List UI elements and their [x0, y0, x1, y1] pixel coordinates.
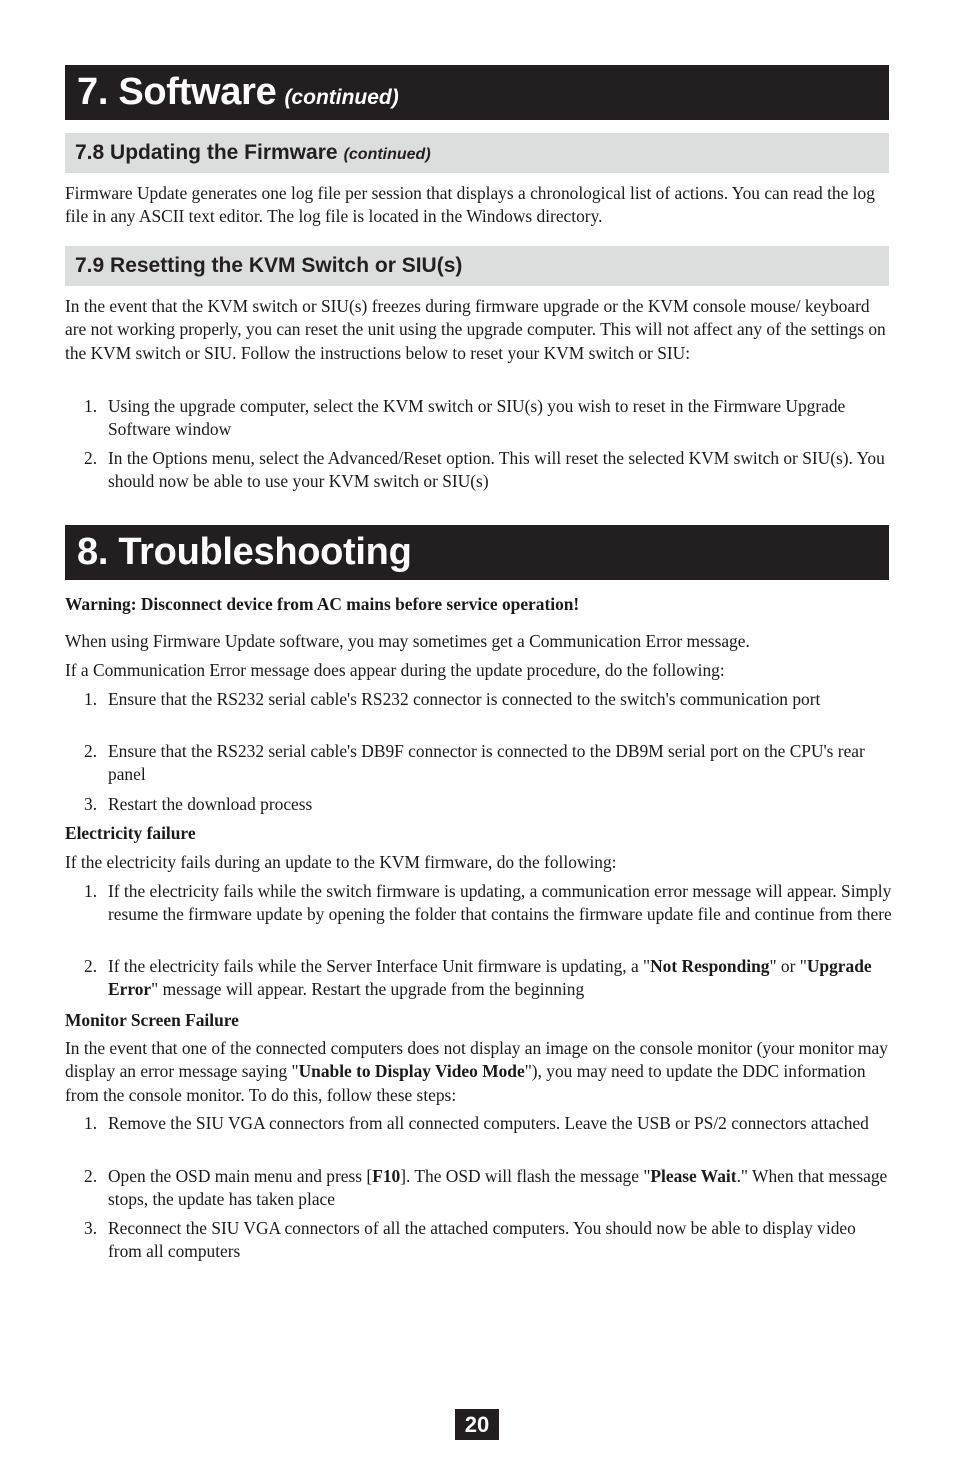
text-bold: F10 — [372, 1166, 401, 1186]
text-segment: ]. The OSD will flash the message " — [400, 1166, 651, 1186]
section-7-title: 7. Software — [77, 71, 277, 113]
subsection-7-8-header — [65, 133, 889, 173]
subsection-7-8-paragraph: Firmware Update generates one log file per session that displays a chronological list of actions. You can read the log file in any ASCII text editor. The log file is located in the Windows directory. — [65, 183, 875, 227]
subsection-7-9-header — [65, 246, 889, 286]
section-7-banner — [65, 65, 889, 120]
list-number: 3. — [84, 794, 98, 814]
list-text: Using the upgrade computer, select the KVM switch or SIU(s) you wish to reset in the Firmware Upgrade Software window — [108, 396, 846, 440]
list-item — [84, 793, 892, 816]
text-bold: Please Wait — [650, 1166, 737, 1186]
list-number: 2. — [84, 956, 98, 976]
list-text: If the electricity fails while the switch firmware is updating, a communication error message will appear. Simply resume the firmware update by opening the folder that contains the firmware update file and continue from there — [108, 881, 892, 925]
list-item — [84, 447, 892, 494]
section-7-continued: (continued) — [284, 85, 399, 109]
list-item — [84, 955, 892, 1002]
list-number: 1. — [84, 396, 98, 416]
list-text — [108, 1165, 892, 1212]
list-item — [84, 1217, 892, 1264]
subsection-7-8-title: 7.8 Updating the Firmware — [75, 141, 338, 164]
text-bold: Unable to Display Video Mode — [298, 1061, 525, 1082]
page-number: 20 — [455, 1409, 499, 1440]
list-text: Ensure that the RS232 serial cable's RS232 connector is connected to the switch's communication port — [108, 689, 821, 709]
list-text: Ensure that the RS232 serial cable's DB9F connector is connected to the DB9M serial port on the CPU's rear panel — [108, 741, 865, 785]
subsection-7-8-continued: (continued) — [343, 145, 431, 163]
text-segment: ." When that message stops, the update has taken place — [108, 1166, 888, 1210]
text-segment: If the electricity fails while the Server Interface Unit firmware is updating, a " — [108, 956, 651, 976]
monitor-failure-intro — [65, 1037, 891, 1107]
list-text — [108, 955, 892, 1002]
warning-text: Warning: Disconnect device from AC mains before service operation! — [65, 594, 580, 614]
text-bold: Not Responding — [650, 956, 770, 976]
text-segment: "), you may need to update the DDC information from the console monitor. To do this, follow these steps: — [65, 1061, 866, 1105]
list-number: 2. — [84, 741, 98, 761]
subsection-7-9-title: 7.9 Resetting the KVM Switch or SIU(s) — [75, 254, 463, 277]
list-item — [84, 1165, 892, 1212]
list-text: In the Options menu, select the Advanced/Reset option. This will reset the selected KVM switch or SIU(s). You should now be able to use your KVM switch or SIU(s) — [108, 448, 885, 492]
list-number: 1. — [84, 689, 98, 709]
list-number: 1. — [84, 1113, 98, 1133]
list-number: 3. — [84, 1218, 98, 1238]
list-number: 1. — [84, 881, 98, 901]
section-8-banner — [65, 525, 889, 580]
electricity-failure-intro: If the electricity fails during an update to the KVM firmware, do the following: — [65, 852, 617, 872]
list-text: Reconnect the SIU VGA connectors of all the attached computers. You should now be able to display video from all computers — [108, 1218, 856, 1262]
list-item — [84, 740, 892, 787]
list-text: Restart the download process — [108, 794, 313, 814]
text-segment: " message will appear. Restart the upgrade from the beginning — [151, 979, 585, 1000]
troubleshooting-intro-1: When using Firmware Update software, you may sometimes get a Communication Error message. — [65, 631, 750, 651]
text-segment: " or " — [769, 956, 807, 976]
list-number: 2. — [84, 448, 98, 468]
list-item — [84, 880, 892, 927]
electricity-failure-heading: Electricity failure — [65, 823, 196, 843]
monitor-failure-heading: Monitor Screen Failure — [65, 1010, 239, 1030]
list-item — [84, 395, 892, 442]
list-text: Remove the SIU VGA connectors from all connected computers. Leave the USB or PS/2 connectors attached — [108, 1113, 869, 1133]
list-item — [84, 1112, 892, 1135]
list-number: 2. — [84, 1166, 98, 1186]
text-segment: Open the OSD main menu and press [ — [108, 1166, 373, 1186]
text-segment: In the event that one of the connected computers does not display an image on the console monitor (your monitor may display an error message saying " — [65, 1038, 888, 1082]
list-item — [84, 688, 892, 711]
text-bold: Upgrade Error — [108, 956, 872, 1000]
troubleshooting-intro-2: If a Communication Error message does appear during the update procedure, do the following: — [65, 660, 725, 680]
section-8-title: 8. Troubleshooting — [77, 531, 412, 573]
subsection-7-9-paragraph: In the event that the KVM switch or SIU(s) freezes during firmware upgrade or the KVM console mouse/ keyboard are not working properly, you can reset the unit using the upgrade computer. This will not affect any of the settings on the KVM switch or SIU. Follow the instructions below to reset your KVM switch or SIU: — [65, 296, 886, 363]
